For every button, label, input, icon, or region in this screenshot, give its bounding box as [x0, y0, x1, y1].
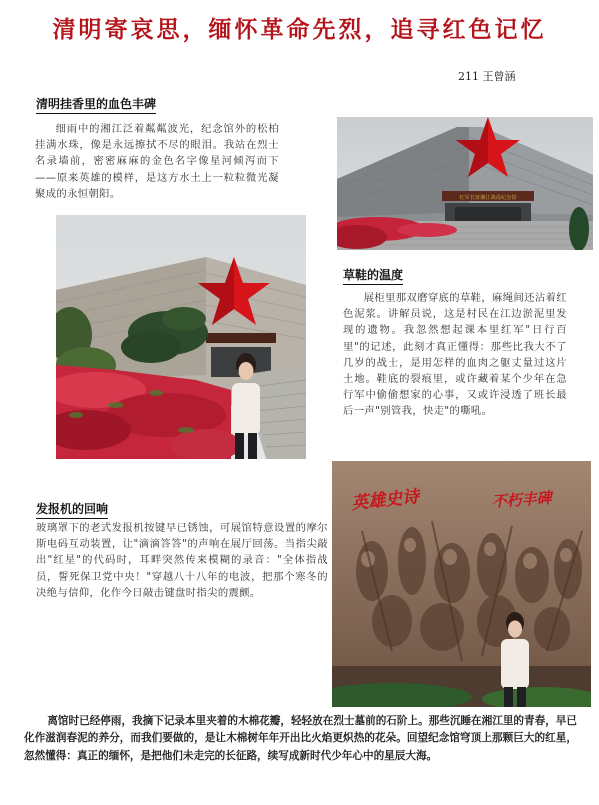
relief-left-text: 英雄史诗 — [350, 486, 421, 514]
page-title: 清明寄哀思，缅怀革命先烈，追寻红色记忆 — [52, 16, 547, 43]
section-text-1: 细雨中的湘江泛着粼粼波光，纪念馆外的松柏挂满水珠，像是永远擦拭不尽的眼泪。我站在烈士名录墙前，密密麻麻的金色名字像星河倾泻而下——原来英雄的模样，是这方水土上一粒粒微光凝聚成的永恒朝阳。 — [35, 123, 279, 200]
memorial-sign-text: 红军长征湘江战役纪念馆 — [459, 195, 517, 201]
relief-wall-photo — [332, 461, 591, 707]
section-heading-2: 草鞋的温度 — [343, 268, 403, 285]
author-line: 211 王曾涵 — [458, 70, 516, 83]
relief-right-text: 不朽丰碑 — [491, 488, 553, 511]
section-heading-3: 发报机的回响 — [36, 502, 108, 519]
section-heading-1: 清明挂香里的血色丰碑 — [36, 97, 156, 114]
section-text-3: 玻璃罩下的老式发报机按键早已锈蚀，可展馆特意设置的摩尔斯电码互动装置，让"滴滴答答"的声响在展厅回荡。当指尖敲出"红星"的代码时，耳畔突然传来模糊的录音："全体指战员，誓死保卫党中央！"穿越八十八年的电波，把那个寒冬的决绝与信仰，化作今日敲击键盘时指尖的震颤。 — [36, 522, 328, 599]
section-text-2: 展柜里那双磨穿底的草鞋，麻绳间还沾着红色泥浆。讲解员说，这是村民在江边淤泥里发现的遗物。我忽然想起课本里红军"日行百里"的记述，此刻才真正懂得：那些比我大不了几岁的战士，是用怎样的血肉之躯丈量过这片土地。鞋底的裂痕里，或许藏着某个少年在急行军中偷偷想家的心事，又或许浸透了班长最后一声"别管我，快走"的嘶吼。 — [343, 292, 567, 418]
closing-paragraph: 离馆时已经停雨，我摘下记录本里夹着的木棉花瓣，轻轻放在烈士墓前的石阶上。那些沉睡在湘江里的青春，早已化作滋润春泥的养分，而我们要做的，是让木棉树年年开出比火焰更炽热的花朵。回望纪念馆穹顶上那颗巨大的红星，忽然懂得：真正的缅怀，是把他们未走完的长征路，续写成新时代少年心中的星辰大海。 — [24, 715, 577, 762]
student-memorial-photo — [56, 215, 306, 459]
memorial-exterior-photo — [337, 117, 593, 250]
